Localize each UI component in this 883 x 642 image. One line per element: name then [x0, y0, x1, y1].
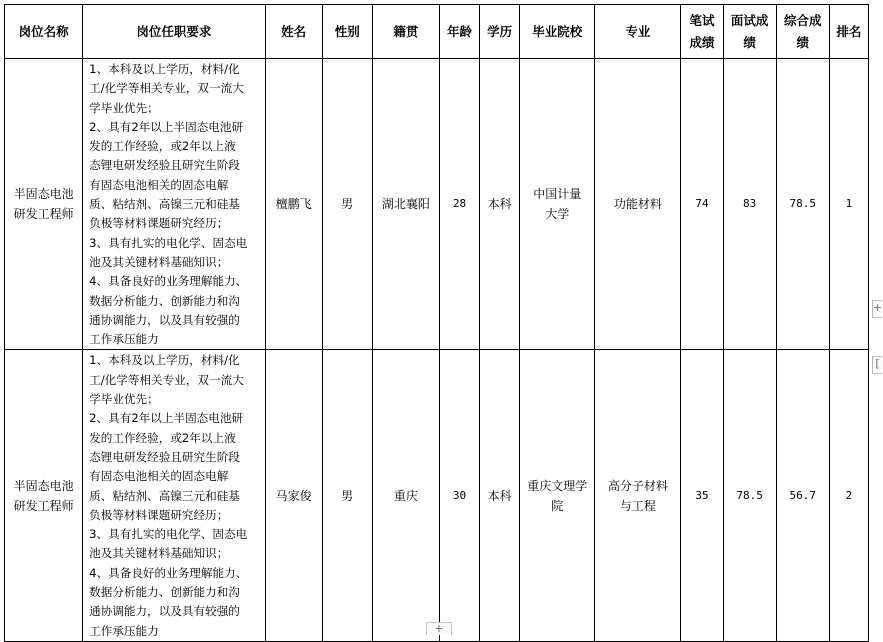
requirement-line: 池及其关键材料基础知识； [89, 254, 229, 269]
table-row [5, 59, 869, 350]
cell-education: 本科 [480, 59, 520, 350]
cell-interview-score: 83 [723, 59, 776, 350]
requirement-line: 负极等材料课题研究经历； [89, 216, 229, 231]
insert-row-handle-icon[interactable]: + [872, 300, 882, 318]
table-resize-handle-icon[interactable]: [ [872, 356, 882, 374]
cell-name: 马家俊 [265, 350, 322, 641]
cell-position [5, 350, 83, 641]
cell-age: 28 [439, 59, 479, 350]
header-age: 年龄 [439, 5, 479, 59]
table-row [5, 350, 869, 641]
requirement-line: 4、具备良好的业务理解能力、 [89, 274, 248, 289]
cell-name: 檀鹏飞 [265, 59, 322, 350]
cell-requirements [83, 350, 265, 641]
requirement-line: 发的工作经验，或2年以上液 [89, 430, 236, 445]
requirement-line: 负极等材料课题研究经历； [89, 507, 229, 522]
requirement-line: 3、具有扎实的电化学、固态电 [89, 235, 248, 250]
header-written-score-line1: 笔试 [689, 12, 715, 28]
cell-total-score: 56.7 [776, 350, 829, 641]
cell-position-line2: 研发工程师 [13, 498, 74, 513]
requirement-line: 1、本科及以上学历，材料/化 [89, 62, 240, 76]
header-interview-score-line1: 面试成 [730, 12, 769, 28]
header-rank: 排名 [829, 5, 868, 59]
header-total-score-line1: 综合成 [783, 12, 822, 28]
cell-major [595, 350, 681, 641]
requirement-line: 数据分析能力、创新能力和沟 [89, 293, 240, 308]
header-name: 姓名 [265, 5, 322, 59]
requirement-line: 2、具有2年以上半固态电池研 [89, 119, 244, 134]
cell-school [520, 350, 595, 641]
cell-school-line2: 院 [551, 498, 564, 513]
header-total-score-line2: 绩 [796, 34, 809, 50]
cell-school-line1: 重庆文理学 [527, 478, 588, 493]
cell-origin: 湖北襄阳 [372, 59, 439, 350]
cell-position-line1: 半固态电池 [13, 478, 74, 493]
cell-position [5, 59, 83, 350]
header-gender: 性别 [322, 5, 372, 59]
header-position: 岗位名称 [5, 5, 83, 59]
requirement-line: 工/化学等相关专业，双一流大 [89, 81, 244, 96]
requirement-line: 1、本科及以上学历，材料/化 [89, 353, 240, 368]
requirement-line: 态锂电研发经验且研究生阶段 [89, 158, 240, 173]
requirement-line: 数据分析能力、创新能力和沟 [89, 585, 240, 600]
cell-major-line1: 功能材料 [613, 197, 662, 212]
cell-gender: 男 [322, 59, 372, 350]
cell-rank: 1 [829, 59, 868, 350]
requirement-line: 态锂电研发经验且研究生阶段 [89, 449, 240, 464]
requirement-line: 学毕业优先； [89, 392, 159, 407]
add-row-button[interactable]: + [426, 622, 452, 635]
requirement-line: 工作承压能力 [89, 623, 159, 638]
requirement-line: 池及其关键材料基础知识； [89, 546, 229, 561]
cell-requirements [83, 59, 265, 350]
cell-rank: 2 [829, 350, 868, 641]
requirement-line: 工/化学等相关专业，双一流大 [89, 372, 244, 387]
cell-written-score: 35 [681, 350, 723, 641]
requirement-line: 工作承压能力 [89, 332, 159, 347]
requirement-line: 2、具有2年以上半固态电池研 [89, 411, 244, 426]
recruitment-results-table [4, 4, 869, 642]
header-education: 学历 [480, 5, 520, 59]
requirement-line: 通协调能力，以及具有较强的 [89, 604, 240, 619]
requirement-line: 通协调能力，以及具有较强的 [89, 312, 240, 327]
cell-position-line2: 研发工程师 [13, 207, 74, 222]
cell-total-score: 78.5 [776, 59, 829, 350]
requirement-line: 质、粘结剂、高镍三元和硅基 [89, 197, 240, 212]
header-interview-score [723, 5, 776, 59]
header-written-score-line2: 成绩 [689, 34, 715, 50]
requirement-line: 有固态电池相关的固态电解 [89, 177, 229, 192]
cell-gender: 男 [322, 350, 372, 641]
cell-major [595, 59, 681, 350]
requirement-line: 学毕业优先； [89, 100, 159, 115]
cell-origin: 重庆 [372, 350, 439, 641]
header-major: 专业 [595, 5, 681, 59]
requirement-line: 有固态电池相关的固态电解 [89, 469, 229, 484]
cell-school [520, 59, 595, 350]
cell-written-score: 74 [681, 59, 723, 350]
cell-major-line1: 高分子材料 [607, 478, 668, 493]
header-origin: 籍贯 [372, 5, 439, 59]
cell-age: 30 [439, 350, 479, 641]
cell-school-line2: 大学 [545, 207, 570, 222]
header-total-score [776, 5, 829, 59]
requirement-line: 3、具有扎实的电化学、固态电 [89, 527, 248, 542]
requirement-line: 发的工作经验，或2年以上液 [89, 139, 236, 154]
requirement-line: 4、具备良好的业务理解能力、 [89, 565, 248, 580]
recruitment-results-table-container [4, 4, 869, 642]
header-interview-score-line2: 绩 [743, 34, 756, 50]
cell-education: 本科 [480, 350, 520, 641]
header-written-score [681, 5, 723, 59]
cell-position-line1: 半固态电池 [13, 187, 74, 202]
cell-major-line2: 与工程 [619, 498, 656, 513]
header-row [5, 5, 869, 59]
header-school: 毕业院校 [520, 5, 595, 59]
header-requirements: 岗位任职要求 [83, 5, 265, 59]
cell-interview-score: 78.5 [723, 350, 776, 641]
requirement-line: 质、粘结剂、高镍三元和硅基 [89, 488, 240, 503]
cell-school-line1: 中国计量 [533, 187, 582, 202]
